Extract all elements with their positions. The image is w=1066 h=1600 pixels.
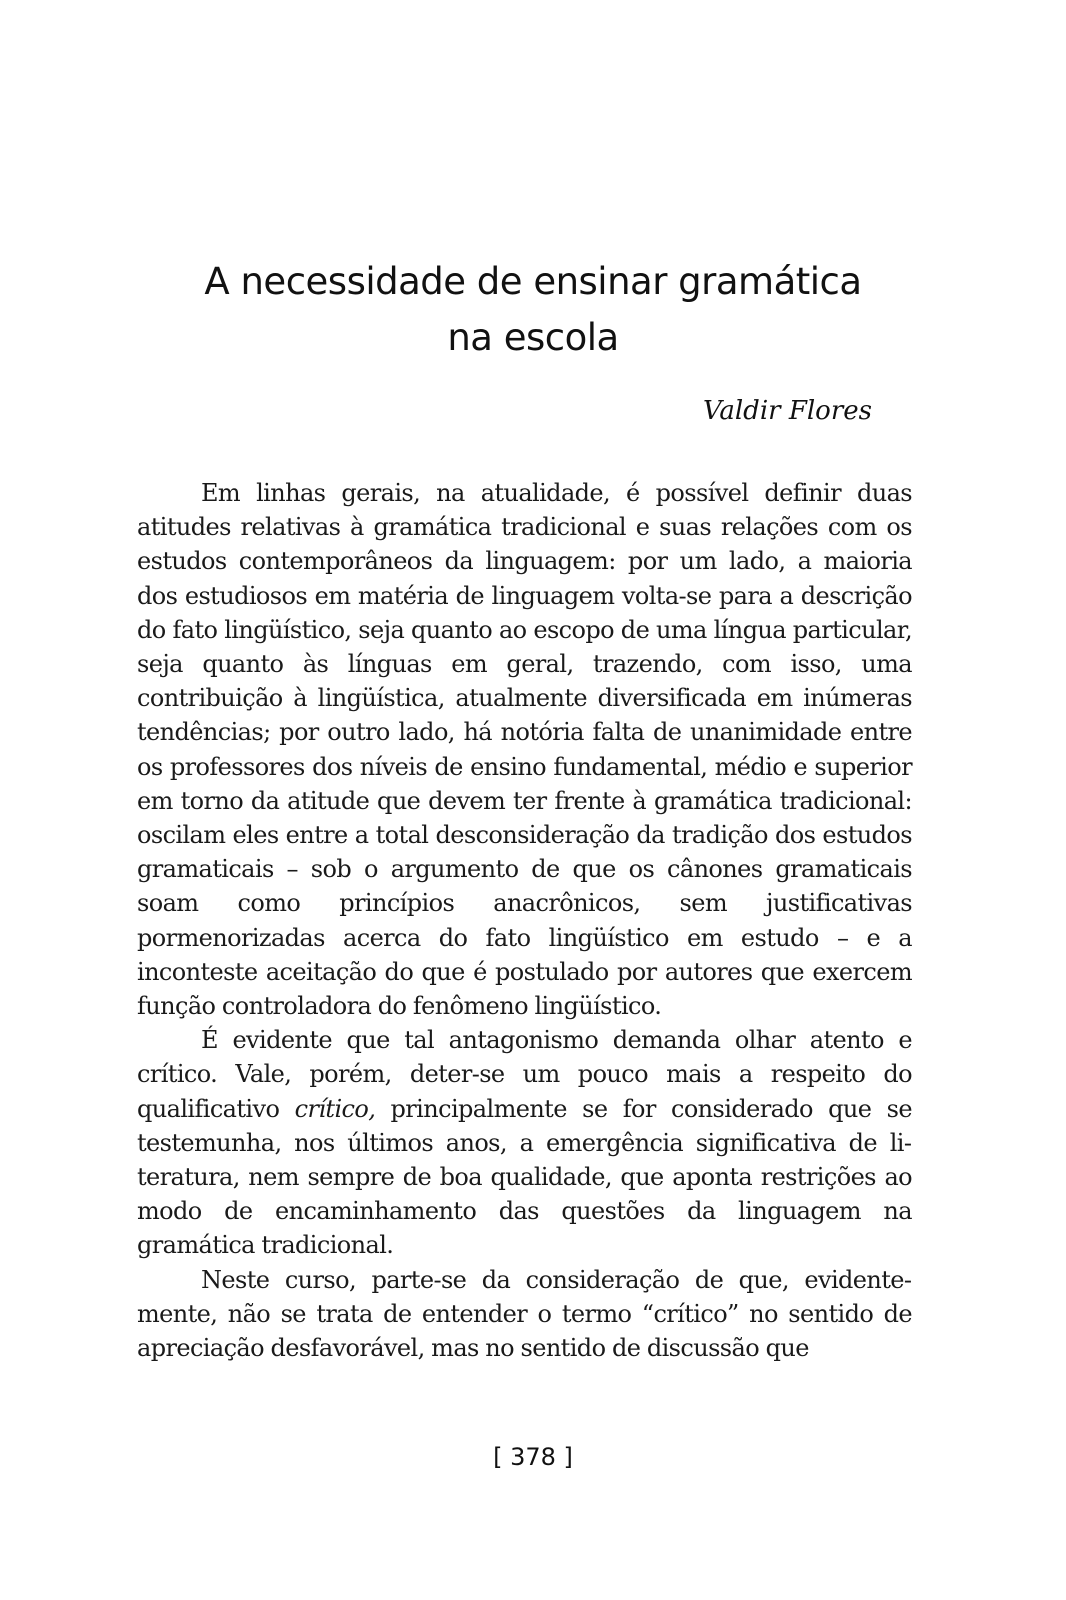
chapter-title xyxy=(140,254,926,366)
chapter-title-line-1: A necessidade de ensinar gramática xyxy=(204,260,862,303)
author-name: Valdir Flores xyxy=(702,396,872,426)
paragraph-3: Neste curso, parte-se da consideração de que, evidentemente, não se trata de entender o termo “crítico” no sentido de apreciação desfavorável, mas no sentido de discussão que xyxy=(137,1265,912,1363)
page-number: [ 378 ] xyxy=(493,1443,573,1471)
chapter-title-line-2: na escola xyxy=(447,316,619,359)
emphasized-term: crítico, xyxy=(294,1094,376,1123)
paragraph-2 xyxy=(137,1023,912,1262)
body-text xyxy=(137,476,912,1365)
paragraph-1: Em linhas gerais, na atualidade, é possível definir duas atitudes relativas à gramática tradicional e suas relações com os estudos contemporâneos da linguagem: por um lado, a maioria dos estudiosos em matéria de linguagem volta-se para a descrição do fato lingüístico, seja quanto ao escopo de uma língua particular, seja quanto às línguas em geral, trazendo, com isso, uma contribuição à lingüística, atualmente diversificada em inúmeras tendências; por outro lado, há notória falta de unanimidade entre os professores dos níveis de ensino fundamental, médio e superior em torno da atitude que devem ter frente à gramática tradicional: oscilam eles entre a total desconsideração da tradição dos estudos gramaticais – sob o argumento de que os cânones gramaticais soam como princípios anacrônicos, sem justificativas pormenorizadas acerca do fato lingüístico em estudo – e a inconteste aceitação do que é postulado por autores que exercem função controladora do fenômeno lingüístico. xyxy=(137,479,912,1021)
paragraph-2-text-before: É evidente que tal antagonismo demanda olhar atento e crítico. Vale, porém, deter-se um pouco mais a respeito do qualificativo xyxy=(137,1026,912,1123)
paragraph-2-text-after: principalmente se for considerado que se testemunha, nos últimos anos, a emergência significativa de literatura, nem sempre de boa qualidade, que aponta restrições ao modo de encaminhamento das questões da linguagem na gramática tradicional. xyxy=(137,1094,912,1260)
